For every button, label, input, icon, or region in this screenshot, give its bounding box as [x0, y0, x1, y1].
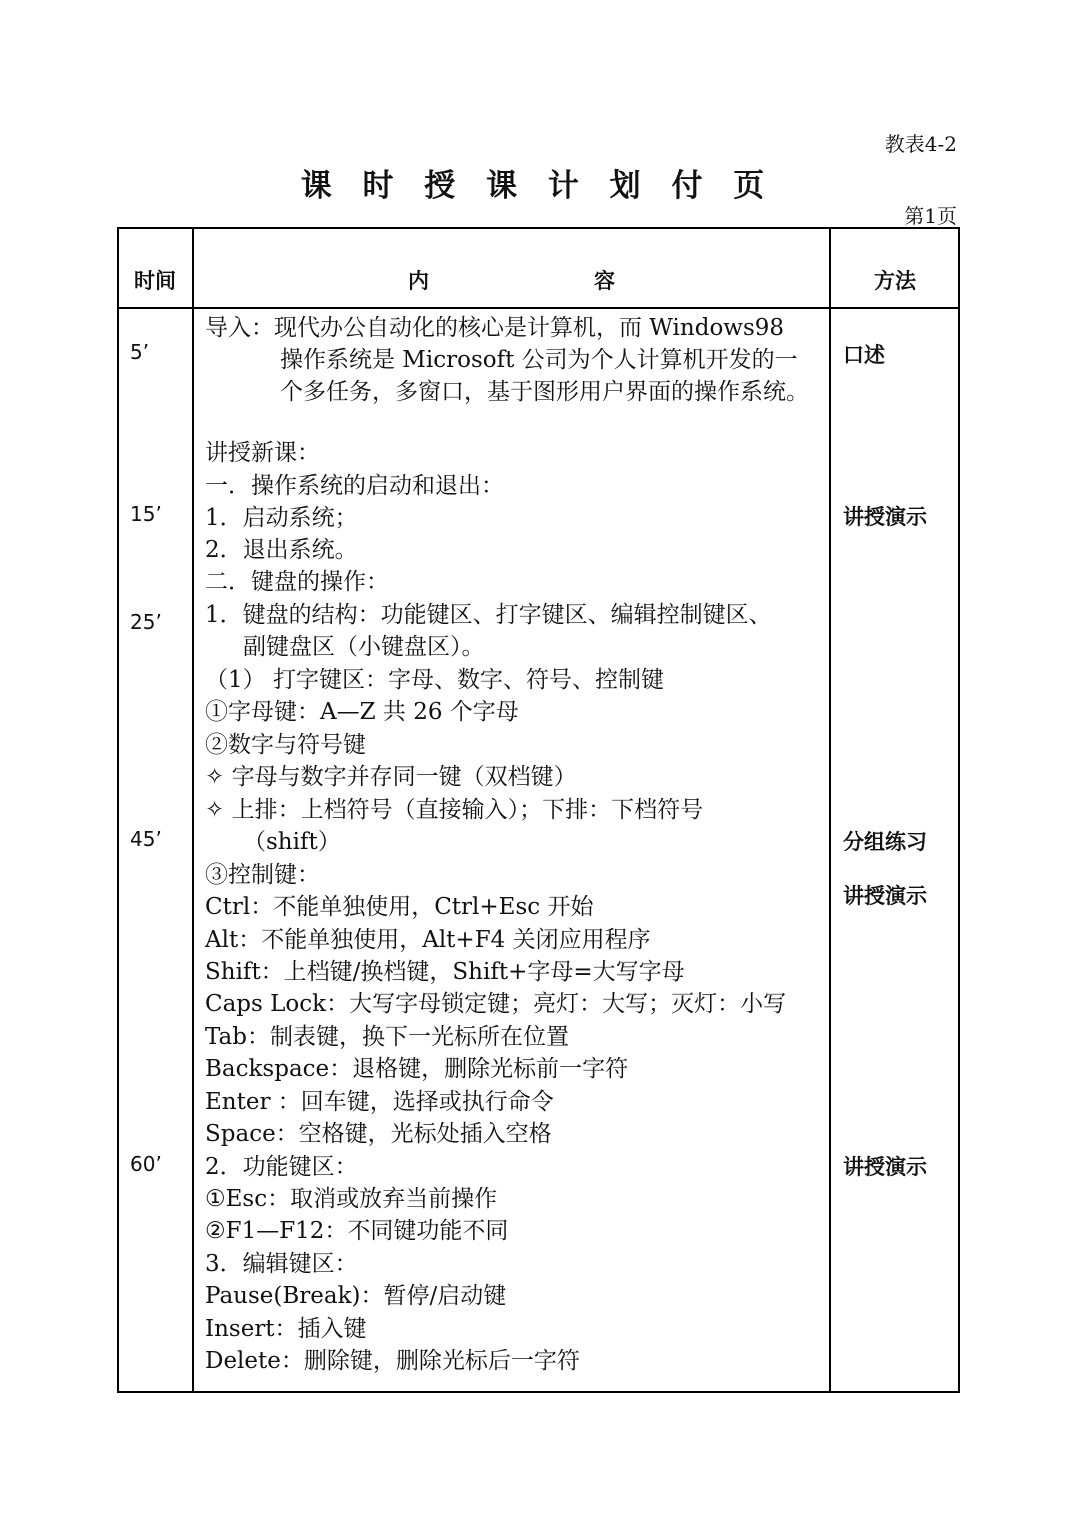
content-line: （shift） — [243, 829, 341, 855]
content-line: Ctrl：不能单独使用，Ctrl+Esc 开始 — [205, 894, 594, 920]
content-line: 副键盘区（小键盘区）。 — [243, 634, 485, 660]
content-line: 一．操作系统的启动和退出： — [205, 473, 504, 499]
method-label: 讲授演示 — [843, 505, 927, 529]
content-line: ✧ 字母与数字并存同一键（双档键） — [205, 764, 577, 790]
content-line: ✧ 上排：上档符号（直接输入）；下排：下档符号 — [205, 797, 704, 823]
method-label: 分组练习 — [843, 830, 927, 854]
content-line: ②F1—F12：不同键功能不同 — [205, 1218, 509, 1244]
header-content-left: 内 — [408, 269, 429, 293]
page-number: 第1页 — [904, 204, 957, 228]
content-line: Shift：上档键/换档键，Shift+字母=大写字母 — [205, 959, 685, 985]
content-line: 个多任务，多窗口，基于图形用户界面的操作系统。 — [280, 379, 809, 405]
form-code: 教表4-2 — [884, 132, 957, 156]
content-line: Space：空格键，光标处插入空格 — [205, 1121, 552, 1147]
content-line: ①Esc：取消或放弃当前操作 — [205, 1186, 498, 1212]
content-line: Tab：制表键，换下一光标所在位置 — [205, 1024, 569, 1050]
content-line: ①字母键：A—Z 共 26 个字母 — [205, 699, 519, 725]
content-line: Insert：插入键 — [205, 1316, 367, 1342]
content-line: Caps Lock：大写字母锁定键；亮灯：大写；灭灯：小写 — [205, 991, 787, 1017]
column-divider — [829, 227, 831, 1393]
header-time: 时间 — [134, 269, 176, 293]
method-label: 口述 — [843, 343, 885, 367]
content-line: 操作系统是 Microsoft 公司为个人计算机开发的一 — [280, 347, 798, 373]
content-line: 3．编辑键区： — [205, 1251, 358, 1277]
content-line: Pause(Break)：暂停/启动键 — [205, 1283, 507, 1309]
content-line: Enter ：回车键，选择或执行命令 — [205, 1089, 554, 1115]
time-mark: 15’ — [130, 502, 162, 526]
header-divider — [117, 307, 960, 309]
content-line: 讲授新课： — [205, 440, 320, 466]
content-line: （1） 打字键区：字母、数字、符号、控制键 — [205, 667, 664, 693]
header-method: 方法 — [874, 269, 916, 293]
column-divider — [192, 227, 194, 1393]
time-mark: 25’ — [130, 610, 162, 634]
content-line: 1．启动系统； — [205, 505, 358, 531]
content-line: ③控制键： — [205, 862, 320, 888]
content-line: 2．功能键区： — [205, 1154, 358, 1180]
content-line: Backspace：退格键，删除光标前一字符 — [205, 1056, 629, 1082]
method-label: 讲授演示 — [843, 1155, 927, 1179]
content-line: 二．键盘的操作： — [205, 569, 389, 595]
content-line: 导入：现代办公自动化的核心是计算机，而 Windows98 — [205, 315, 785, 341]
time-mark: 45’ — [130, 827, 162, 851]
content-line: Delete：删除键，删除光标后一字符 — [205, 1348, 580, 1374]
content-line: Alt：不能单独使用，Alt+F4 关闭应用程序 — [205, 927, 651, 953]
content-line: 1．键盘的结构：功能键区、打字键区、编辑控制键区、 — [205, 602, 772, 628]
page-title: 课 时 授 课 计 划 付 页 — [300, 168, 775, 204]
time-mark: 5’ — [130, 340, 150, 364]
content-line: ②数字与符号键 — [205, 732, 366, 758]
time-mark: 60’ — [130, 1152, 162, 1176]
header-content-right: 容 — [594, 269, 615, 293]
method-label: 讲授演示 — [843, 884, 927, 908]
content-line: 2．退出系统。 — [205, 537, 358, 563]
